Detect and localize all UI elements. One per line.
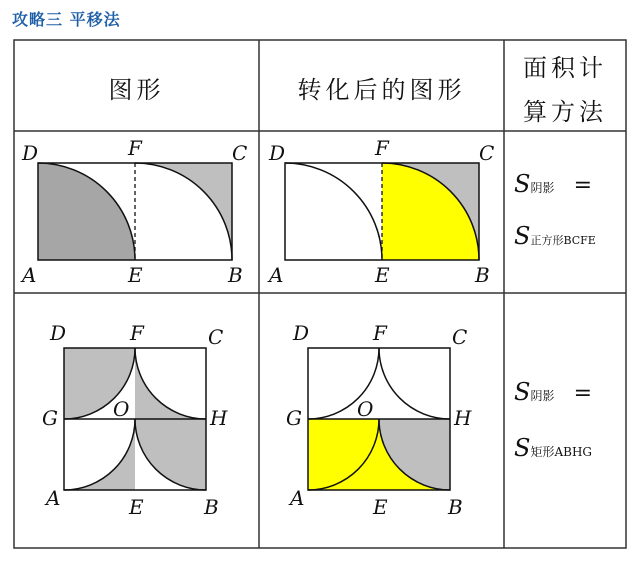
header-figure: 图形 — [108, 76, 165, 104]
shaded-region — [135, 348, 206, 419]
section-heading: 攻略三 平移法 — [12, 10, 121, 29]
shaded-region — [135, 419, 206, 490]
label-c: C — [232, 141, 248, 165]
label-g: G — [286, 406, 302, 430]
label-b: B — [228, 263, 243, 287]
label-d: D — [293, 321, 310, 345]
figure-row2-transformed — [286, 321, 472, 519]
label-f: F — [375, 136, 389, 160]
header-transformed-figure: 转化后的图形 — [297, 76, 466, 104]
shaded-corner-right — [135, 163, 232, 260]
label-b: B — [448, 495, 463, 519]
label-c: C — [208, 325, 224, 349]
formula-row1-line1: S阴影 = — [514, 170, 592, 198]
label-b: B — [204, 495, 219, 519]
label-e: E — [129, 495, 144, 519]
label-f: F — [373, 321, 387, 345]
label-g: G — [42, 406, 58, 430]
label-d: D — [50, 321, 67, 345]
shaded-quarter-left — [38, 163, 135, 260]
figure-row2-original — [42, 321, 228, 519]
formula-row1-line2: S正方形BCFE — [514, 222, 596, 250]
arc — [379, 348, 450, 419]
label-o: O — [357, 397, 374, 421]
label-o: O — [113, 397, 130, 421]
arc-left — [285, 163, 382, 260]
label-f: F — [128, 136, 142, 160]
label-e: E — [375, 263, 390, 287]
label-a: A — [22, 263, 37, 287]
label-d: D — [22, 141, 39, 165]
label-h: H — [210, 406, 228, 430]
label-a: A — [290, 486, 305, 510]
formula-row2-line2: S矩形ABHG — [514, 434, 592, 462]
header-area-method-line2: 算方法 — [523, 98, 607, 126]
figure-row1-original — [20, 136, 247, 287]
figure-row1-transformed — [267, 136, 494, 287]
label-e: E — [128, 263, 143, 287]
label-a: A — [269, 263, 284, 287]
label-e: E — [373, 495, 388, 519]
label-c: C — [479, 141, 495, 165]
formula-row2-line1: S阴影 = — [514, 378, 592, 406]
label-a: A — [46, 486, 61, 510]
label-d: D — [269, 141, 286, 165]
label-f: F — [130, 321, 144, 345]
label-h: H — [454, 406, 472, 430]
label-b: B — [475, 263, 490, 287]
header-area-method-line1: 面积计 — [523, 54, 607, 82]
shaded-region — [64, 419, 135, 490]
label-c: C — [452, 325, 468, 349]
